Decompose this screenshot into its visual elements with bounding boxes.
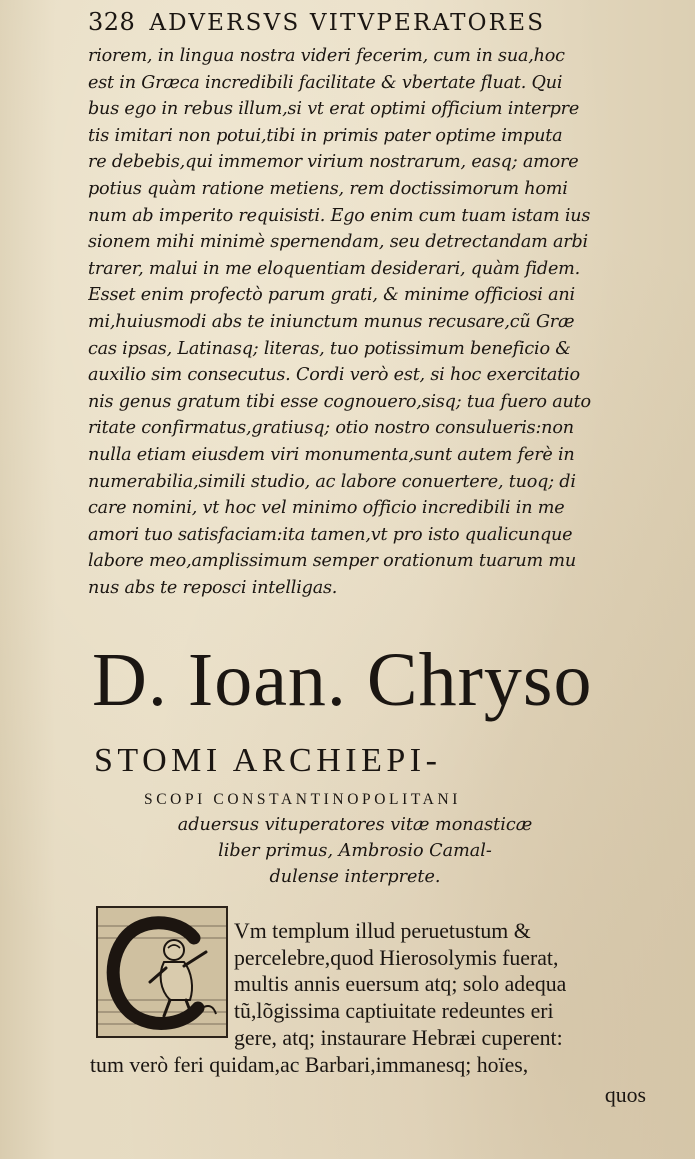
preface-text-block (88, 43, 648, 601)
chapter-text-beside-initial (234, 918, 644, 1051)
title-line-large: D. Ioan. Chryso (92, 638, 593, 722)
text-line: mi,huiusmodi abs te iniunctum munus recusare,cũ Græ (88, 311, 575, 332)
page-number: 328 (88, 8, 136, 36)
text-line: est in Græca incredibili facilitate & vbertate fluat. Qui (88, 72, 563, 93)
text-line: trarer, malui in me eloquentiam desiderari, quàm fidem. (88, 258, 581, 279)
subtitle-line: aduersus vituperatores vitæ monasticæ (177, 815, 533, 835)
decorated-initial-letter (96, 906, 228, 1038)
text-line: Vm templum illud peruetustum & (234, 919, 531, 943)
text-line: nulla etiam eiusdem viri monumenta,sunt autem ferè in (88, 444, 575, 465)
title-line-capitals: STOMI ARCHIEPI- (94, 742, 442, 779)
running-head: ADVERSVS VITVPERATORES (149, 10, 546, 36)
text-line: re debebis,qui immemor virium nostrarum, easq; amore (88, 152, 579, 173)
text-line: sionem mihi minimè spernendam, seu detrectandam arbi (88, 232, 588, 253)
text-line: gere, atq; instaurare Hebræi cuperent: (234, 1025, 563, 1050)
text-line: ritate confirmatus,gratiusq; otio nostro consulueris:non (88, 418, 574, 439)
text-line: nis genus gratum tibi esse cognouero,sisq; tua fuero auto (88, 391, 591, 412)
text-line: percelebre,quod Hierosolymis fuerat, (234, 945, 559, 970)
text-line: Esset enim profectò parum grati, & minime officiosi ani (88, 285, 575, 306)
text-line: tum verò feri quidam,ac Barbari,immanesq; hoïes, (90, 1053, 529, 1077)
page-header (88, 8, 648, 44)
text-line: numerabilia,simili studio, ac labore conuertere, tuoq; di (88, 471, 576, 492)
text-line: num ab imperito requisisti. Ego enim cum tuam istam ius (88, 205, 591, 226)
text-line: cas ipsas, Latinasq; literas, tuo potissimum beneficio & (88, 338, 571, 359)
text-line: tis imitari non potui,tibi in primis pater optime imputa (88, 125, 563, 146)
text-line: labore meo,amplissimum semper orationum tuarum mu (88, 551, 576, 572)
text-line: bus ego in rebus illum,si vt erat optimi officium interpre (88, 99, 580, 120)
chapter-text-full-width (90, 1052, 646, 1079)
text-line: amori tuo satisfaciam:ita tamen,vt pro isto qualicunque (88, 524, 573, 545)
text-line: tũ,lõgissima captiuitate redeuntes eri (234, 999, 554, 1024)
text-line: nus abs te reposci intelligas. (88, 577, 338, 598)
text-line: riorem, in lingua nostra videri fecerim, cum in sua,hoc (88, 46, 565, 66)
title-line-small-capitals: SCOPI CONSTANTINOPOLITANI (144, 791, 462, 808)
woodcut-initial-illustration (98, 908, 226, 1036)
subtitle-line: liber primus, Ambrosio Camal- (218, 841, 492, 861)
catchword: quos (604, 1083, 646, 1107)
text-line: auxilio sim consecutus. Cordi verò est, si hoc exercitatio (88, 365, 580, 386)
text-line: multis annis euersum atq; solo adequa (234, 972, 567, 997)
text-line: potius quàm ratione metiens, rem doctissimorum homi (88, 178, 568, 199)
title-subtitle (120, 812, 590, 890)
subtitle-line: dulense interprete. (269, 867, 441, 887)
text-line: care nomini, vt hoc vel minimo officio incredibili in me (88, 498, 565, 519)
